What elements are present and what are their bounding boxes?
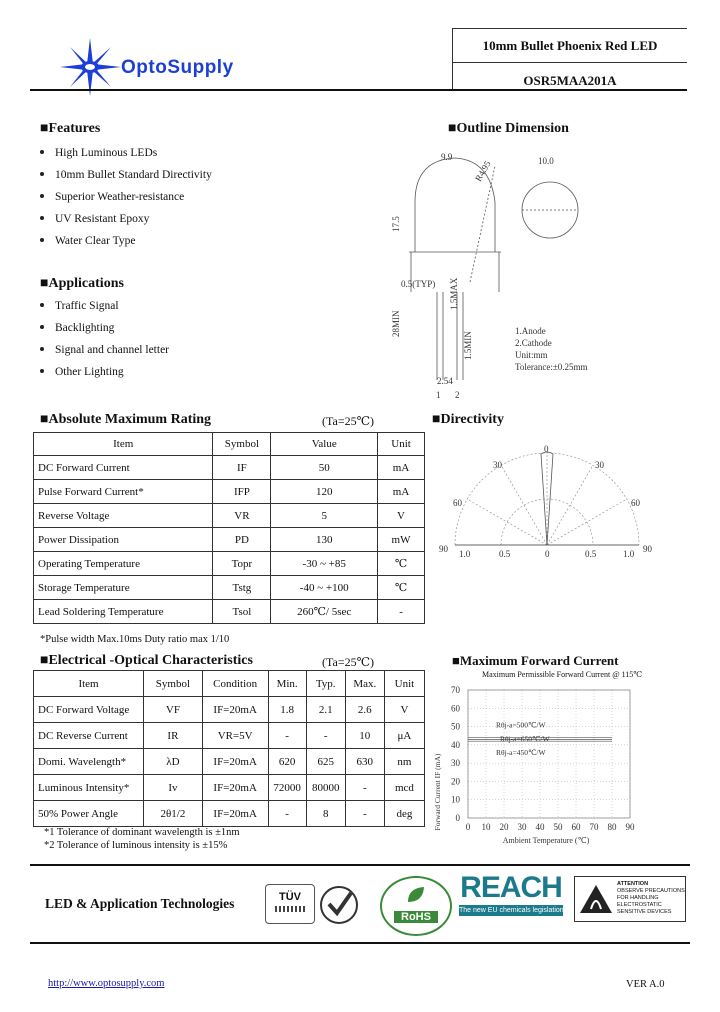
brand-name: OptoSupply xyxy=(121,57,234,78)
reach-logo xyxy=(459,871,563,919)
x-tick-label: 70 xyxy=(589,822,599,832)
y-tick-label: 70 xyxy=(451,685,460,695)
electrical-footnote-1: *1 Tolerance of dominant wavelength is ±1nm xyxy=(44,827,240,838)
col-header: Symbol xyxy=(213,433,271,456)
axis-mark: 0 xyxy=(545,549,550,559)
cell: PD xyxy=(213,528,271,552)
axis-mark: 0.5 xyxy=(585,549,597,559)
cell: 130 xyxy=(271,528,378,552)
table-row xyxy=(34,552,425,576)
footer-rule-top xyxy=(30,864,690,866)
plot-area xyxy=(468,690,630,818)
cell: mW xyxy=(378,528,425,552)
table-row xyxy=(34,480,425,504)
cell: VR xyxy=(213,504,271,528)
cell: deg xyxy=(384,801,424,827)
version-label: VER A.0 xyxy=(626,979,665,990)
x-tick-label: 60 xyxy=(571,822,581,832)
list-item: Backlighting xyxy=(40,322,114,334)
cell: 630 xyxy=(345,749,384,775)
tuv-caption: TÜV xyxy=(279,891,301,903)
cell: 620 xyxy=(268,749,306,775)
x-tick-label: 50 xyxy=(553,822,563,832)
angle-label: 90 xyxy=(439,544,448,554)
cell: DC Reverse Current xyxy=(34,723,144,749)
col-header: Item xyxy=(34,671,144,697)
dim-height: 17.5 xyxy=(391,216,401,232)
dim-pinlen: 1.5MIN xyxy=(463,331,473,360)
cell: Tsol xyxy=(213,600,271,624)
cell: 50% Power Angle xyxy=(34,801,144,827)
cell: Pulse Forward Current* xyxy=(34,480,213,504)
cell: VR=5V xyxy=(202,723,268,749)
cell: -40 ~ +100 xyxy=(271,576,378,600)
y-tick-label: 0 xyxy=(455,813,460,823)
esd-line: ELECTROSTATIC xyxy=(617,902,662,908)
legend-2: 2.Cathode xyxy=(515,338,552,348)
axis-mark: 0.5 xyxy=(499,549,511,559)
list-item: Water Clear Type xyxy=(40,235,135,247)
cell: 80000 xyxy=(306,775,345,801)
x-tick-label: 10 xyxy=(481,822,491,832)
pin-1: 1 xyxy=(436,390,441,400)
cell: Lead Soldering Temperature xyxy=(34,600,213,624)
col-header: Value xyxy=(271,433,378,456)
cell: - xyxy=(306,723,345,749)
cell: μA xyxy=(384,723,424,749)
list-item: Other Lighting xyxy=(40,366,124,378)
cell: Tstg xyxy=(213,576,271,600)
series-label: Rθj-a=500℃/W xyxy=(496,720,546,730)
table-row xyxy=(34,528,425,552)
y-tick-label: 10 xyxy=(451,794,460,805)
max-forward-chart xyxy=(430,680,645,850)
esd-line: OBSERVE PRECAUTIONS xyxy=(617,888,685,894)
cell: V xyxy=(384,697,424,723)
cell: Luminous Intensity* xyxy=(34,775,144,801)
esd-line: SENSITIVE DEVICES xyxy=(617,909,672,915)
electrical-footnote-2: *2 Tolerance of luminous intensity is ±15% xyxy=(44,840,228,851)
header-rule xyxy=(30,89,687,91)
cell: 2.1 xyxy=(306,697,345,723)
y-tick-label: 60 xyxy=(451,703,460,714)
cell: Domi. Wavelength* xyxy=(34,749,144,775)
cell: - xyxy=(378,600,425,624)
product-name: 10mm Bullet Phoenix Red LED xyxy=(482,38,658,53)
y-tick-label: 40 xyxy=(451,739,460,750)
cell: Storage Temperature xyxy=(34,576,213,600)
abs-max-table xyxy=(33,432,425,624)
cell: IF xyxy=(213,456,271,480)
cell: DC Forward Current xyxy=(34,456,213,480)
directivity-chart xyxy=(435,440,660,565)
outline-heading: ■Outline Dimension xyxy=(448,121,569,136)
cell: 2.6 xyxy=(345,697,384,723)
applications-heading: ■Applications xyxy=(40,276,124,291)
col-header: Item xyxy=(34,433,213,456)
cell: 260℃/ 5sec xyxy=(271,600,378,624)
dim-top: 9.9 xyxy=(441,152,453,162)
cell: Operating Temperature xyxy=(34,552,213,576)
dim-radius: R4.95 xyxy=(473,159,493,183)
x-tick-label: 30 xyxy=(517,822,527,832)
cell: 625 xyxy=(306,749,345,775)
cell: IFP xyxy=(213,480,271,504)
axis-mark: 1.0 xyxy=(623,549,635,559)
cell: ℃ xyxy=(378,552,425,576)
dim-base: 1.5MAX xyxy=(449,277,459,310)
esd-line: ATTENTION xyxy=(617,881,649,887)
y-tick-label: 20 xyxy=(451,776,460,787)
tuv-logo xyxy=(265,884,315,924)
legend-1: 1.Anode xyxy=(515,326,546,336)
part-number: OSR5MAA201A xyxy=(523,73,617,88)
list-item: Traffic Signal xyxy=(40,300,119,312)
dim-lead: 0.5(TYP) xyxy=(401,279,436,289)
chart-xlabel: Ambient Temperature (℃) xyxy=(502,836,590,845)
col-header: Condition xyxy=(202,671,268,697)
electrical-heading: ■Electrical -Optical Characteristics xyxy=(40,653,253,668)
legend-4: Tolerance:±0.25mm xyxy=(515,362,588,372)
rohs-caption: RoHS xyxy=(394,911,438,923)
electrical-condition: (Ta=25℃) xyxy=(322,655,375,669)
list-item: High Luminous LEDs xyxy=(40,147,157,159)
cell: 10 xyxy=(345,723,384,749)
electrical-table xyxy=(33,670,425,827)
table-row xyxy=(34,723,425,749)
cell: 72000 xyxy=(268,775,306,801)
title-box xyxy=(452,28,687,89)
table-row xyxy=(34,456,425,480)
esd-warning xyxy=(574,876,686,922)
angle-label: 0 xyxy=(544,444,549,454)
cell: IF=20mA xyxy=(202,801,268,827)
cell: IF=20mA xyxy=(202,775,268,801)
leaf-icon xyxy=(404,884,428,906)
max-forward-subtitle: Maximum Permissible Forward Current @ 115℃ xyxy=(482,670,643,679)
cell: Reverse Voltage xyxy=(34,504,213,528)
x-tick-label: 40 xyxy=(535,822,545,832)
cell: 8 xyxy=(306,801,345,827)
cell: - xyxy=(268,723,306,749)
cell: DC Forward Voltage xyxy=(34,697,144,723)
x-tick-label: 80 xyxy=(607,822,617,832)
outline-drawing xyxy=(385,142,610,404)
legend-3: Unit:mm xyxy=(515,350,548,360)
cell: Topr xyxy=(213,552,271,576)
cell: mA xyxy=(378,456,425,480)
list-item: Signal and channel letter xyxy=(40,344,169,356)
website-link[interactable]: http://www.optosupply.com xyxy=(48,978,165,989)
cell: - xyxy=(345,775,384,801)
rohs-logo xyxy=(380,876,452,936)
cell: λD xyxy=(144,749,203,775)
col-header: Typ. xyxy=(306,671,345,697)
y-tick-label: 50 xyxy=(451,721,460,732)
cell: 1.8 xyxy=(268,697,306,723)
esd-line: FOR HANDLING xyxy=(617,895,659,901)
footer-company: LED & Application Technologies xyxy=(45,896,235,911)
abs-max-condition: (Ta=25℃) xyxy=(322,414,375,428)
col-header: Unit xyxy=(378,433,425,456)
reach-title: REACH xyxy=(460,871,562,904)
table-row xyxy=(34,775,425,801)
table-row xyxy=(34,801,425,827)
y-tick-label: 30 xyxy=(451,758,460,769)
angle-label: 60 xyxy=(453,498,462,508)
cell: mA xyxy=(378,480,425,504)
cell: - xyxy=(268,801,306,827)
dim-outer: 10.0 xyxy=(538,156,554,166)
directivity-heading: ■Directivity xyxy=(432,412,504,427)
table-row xyxy=(34,600,425,624)
cell: 120 xyxy=(271,480,378,504)
col-header: Min. xyxy=(268,671,306,697)
col-header: Max. xyxy=(345,671,384,697)
cell: 5 xyxy=(271,504,378,528)
features-heading: ■Features xyxy=(40,121,101,136)
table-row xyxy=(34,697,425,723)
cell: VF xyxy=(144,697,203,723)
angle-label: 60 xyxy=(631,498,640,508)
pin-2: 2 xyxy=(455,390,460,400)
cell: -30 ~ +85 xyxy=(271,552,378,576)
cell: nm xyxy=(384,749,424,775)
cell: - xyxy=(345,801,384,827)
warning-icon xyxy=(579,883,613,915)
cell: mcd xyxy=(384,775,424,801)
cell: V xyxy=(378,504,425,528)
dim-pitch: 2.54 xyxy=(437,376,453,386)
cell: IR xyxy=(144,723,203,749)
series-label: Rθj-a=450℃/W xyxy=(496,748,546,758)
x-tick-label: 20 xyxy=(499,822,509,832)
list-item: UV Resistant Epoxy xyxy=(40,213,149,225)
footer-rule-bottom xyxy=(30,942,690,944)
check-icon xyxy=(318,884,360,926)
cell: 50 xyxy=(271,456,378,480)
abs-max-footnote: *Pulse width Max.10ms Duty ratio max 1/10 xyxy=(40,634,230,645)
table-row xyxy=(34,576,425,600)
col-header: Unit xyxy=(384,671,424,697)
chart-ylabel: Forward Current IF (mA) xyxy=(433,753,442,831)
series-label: Rθj-a=650℃/W xyxy=(500,734,550,744)
axis-mark: 1.0 xyxy=(459,549,471,559)
cell: ℃ xyxy=(378,576,425,600)
cell: 2θ1/2 xyxy=(144,801,203,827)
col-header: Symbol xyxy=(144,671,203,697)
dim-leadlen: 28MIN xyxy=(391,310,401,337)
table-row xyxy=(34,749,425,775)
x-tick-label: 90 xyxy=(625,822,635,832)
table-row xyxy=(34,504,425,528)
cell: Iv xyxy=(144,775,203,801)
angle-label: 30 xyxy=(595,460,604,470)
angle-label: 90 xyxy=(643,544,652,554)
cell: IF=20mA xyxy=(202,697,268,723)
reach-caption: The new EU chemicals legislation xyxy=(459,907,564,914)
max-forward-heading: ■Maximum Forward Current xyxy=(452,653,619,668)
cell: IF=20mA xyxy=(202,749,268,775)
list-item: 10mm Bullet Standard Directivity xyxy=(40,169,212,181)
abs-max-heading: ■Absolute Maximum Rating xyxy=(40,412,212,427)
list-item: Superior Weather-resistance xyxy=(40,191,184,203)
cell: Power Dissipation xyxy=(34,528,213,552)
angle-label: 30 xyxy=(493,460,502,470)
x-tick-label: 0 xyxy=(465,822,471,832)
